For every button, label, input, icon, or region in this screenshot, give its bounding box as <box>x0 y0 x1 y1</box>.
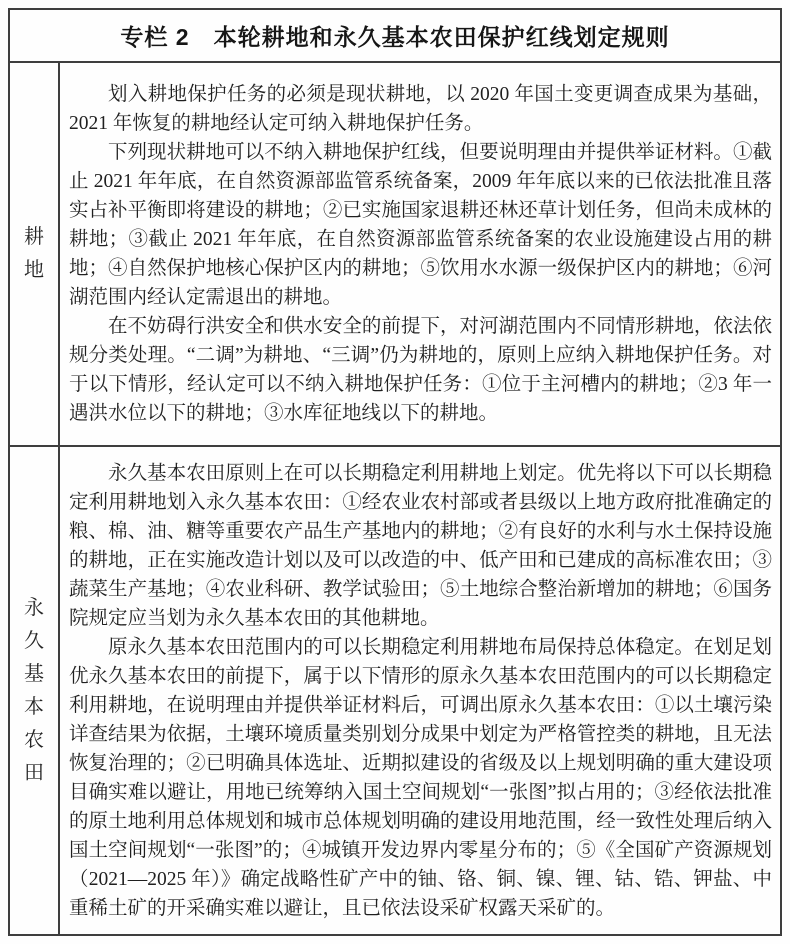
table-row-cultivated-land <box>10 63 780 447</box>
paragraph-cultivated-2: 下列现状耕地可以不纳入耕地保护红线，但要说明理由并提供举证材料。①截止 2021 年年底，在自然资源部监管系统备案，2009 年年底以来的已依法批准且落实占补平衡即将建设的耕地；②已实施国家退耕还林还草计划任务，但尚未成林的耕地；③截止 2021 年年底，在自然资源部监管系统备案的农业设施建设占用的耕地；④自然保护地核心保护区内的耕地；⑤饮用水水源一级保护区内的耕地；⑥河湖范围内经认定需退出的耕地。 <box>69 142 772 308</box>
paragraph-permanent-1: 永久基本农田原则上在可以长期稳定利用耕地上划定。优先将以下可以长期稳定利用耕地划入永久基本农田：①经农业农村部或者县级以上地方政府批准确定的粮、棉、油、糖等重要农产品生产基地内的耕地；②有良好的水利与水土保持设施的耕地，正在实施改造计划以及可以改造的中、低产田和已建成的高标准农田；③蔬菜生产基地；④农业科研、教学试验田；⑤土地综合整治新增加的耕地；⑥国务院规定应当划为永久基本农田的其他耕地。 <box>69 462 772 629</box>
row-label-cultivated-land: 耕地 <box>10 63 60 445</box>
row-label-permanent-basic-farmland: 永久基本农田 <box>10 447 60 934</box>
table-row-permanent-basic-farmland <box>10 447 780 934</box>
paragraph-cultivated-3: 在不妨碍行洪安全和供水安全的前提下，对河湖范围内不同情形耕地，依法依规分类处理。“二调”为耕地、“三调”仍为耕地的，原则上应纳入耕地保护任务。对于以下情形，经认定可以不纳入耕地保护任务：①位于主河槽内的耕地；②3 年一遇洪水位以下的耕地；③水库征地线以下的耕地。 <box>69 316 772 424</box>
panel-title: 专栏 2 本轮耕地和永久基本农田保护红线划定规则 <box>10 10 780 63</box>
policy-box <box>8 8 782 936</box>
paragraph-permanent-2: 原永久基本农田范围内的可以长期稳定利用耕地布局保持总体稳定。在划足划优永久基本农田的前提下，属于以下情形的原永久基本农田范围内的可以长期稳定利用耕地，在说明理由并提供举证材料后，可调出原永久基本农田：①以土壤污染详查结果为依据，土壤环境质量类别划分成果中划定为严格管控类的耕地，且无法恢复治理的；②已明确具体选址、近期拟建设的省级及以上规划明确的重大建设项目确实难以避让，用地已统筹纳入国土空间规划“一张图”拟占用的；③经依法批准的原土地利用总体规划和城市总体规划明确的建设用地范围，经一致性处理后纳入国土空间规划“一张图”的；④城镇开发边界内零星分布的；⑤《全国矿产资源规划（2021—2025 年）》确定战略性矿产中的铀、铬、铜、镍、锂、钴、锆、钾盐、中重稀土矿的开采确实难以避让，且已依法设采矿权露天采矿的。 <box>69 636 772 919</box>
row-content-cultivated-land <box>60 63 780 445</box>
paragraph-cultivated-1: 划入耕地保护任务的必须是现状耕地，以 2020 年国土变更调查成果为基础，2021 年恢复的耕地经认定可纳入耕地保护任务。 <box>69 84 772 134</box>
row-content-permanent-basic-farmland <box>60 447 780 934</box>
